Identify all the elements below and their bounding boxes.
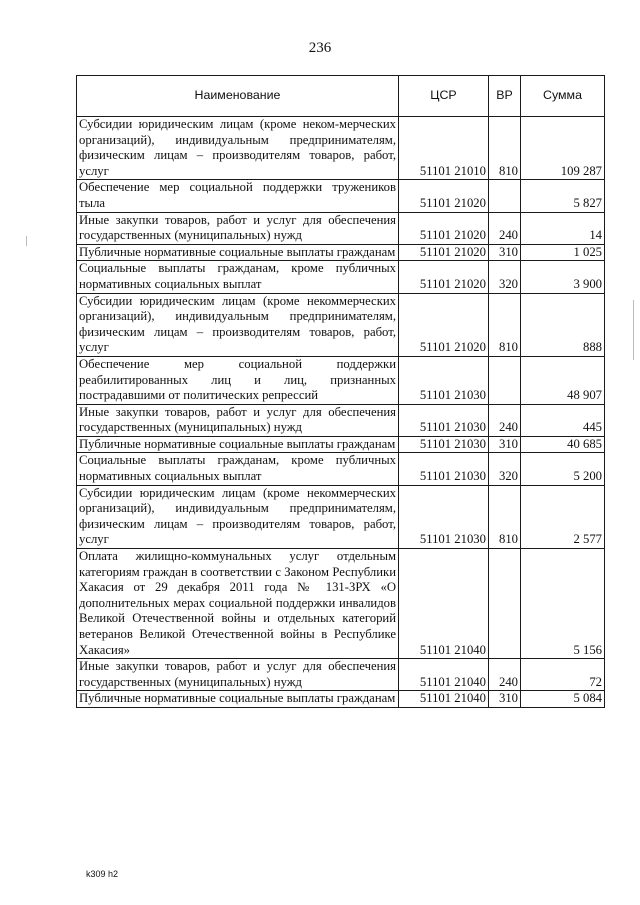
row-sum: 109 287 xyxy=(521,117,605,180)
table-row xyxy=(77,261,605,293)
row-vr: 240 xyxy=(489,404,521,436)
row-csr: 51101 21020 xyxy=(399,244,489,261)
row-name: Субсидии юридическим лицам (кроме некоммерческих организаций), индивидуальным предпринимателям, физическим лицам – производителям товаров, работ, услуг xyxy=(77,485,399,548)
row-vr xyxy=(489,356,521,404)
row-csr: 51101 21040 xyxy=(399,691,489,708)
scan-margin-mark xyxy=(26,236,27,246)
table-row xyxy=(77,485,605,548)
row-csr: 51101 21030 xyxy=(399,453,489,485)
table-row xyxy=(77,244,605,261)
row-name: Публичные нормативные социальные выплаты гражданам xyxy=(77,691,399,708)
row-vr xyxy=(489,549,521,659)
row-sum: 40 685 xyxy=(521,436,605,453)
row-name: Обеспечение мер социальной поддержки тружеников тыла xyxy=(77,180,399,212)
row-sum: 5 827 xyxy=(521,180,605,212)
table-row xyxy=(77,117,605,180)
row-csr: 51101 21030 xyxy=(399,356,489,404)
table-row xyxy=(77,453,605,485)
table-row xyxy=(77,356,605,404)
row-csr: 51101 21040 xyxy=(399,549,489,659)
row-vr: 810 xyxy=(489,117,521,180)
row-vr: 240 xyxy=(489,212,521,244)
row-sum: 5 200 xyxy=(521,453,605,485)
row-sum: 72 xyxy=(521,659,605,691)
page-number: 236 xyxy=(308,40,332,56)
row-vr: 810 xyxy=(489,485,521,548)
row-csr: 51101 21020 xyxy=(399,293,489,356)
table-header-row xyxy=(77,76,605,117)
row-name: Публичные нормативные социальные выплаты гражданам xyxy=(77,436,399,453)
row-csr: 51101 21030 xyxy=(399,436,489,453)
row-vr: 320 xyxy=(489,261,521,293)
header-name: Наименование xyxy=(77,76,399,117)
table-row xyxy=(77,659,605,691)
table-row xyxy=(77,549,605,659)
table-body xyxy=(77,117,605,708)
row-vr: 320 xyxy=(489,453,521,485)
table-row xyxy=(77,436,605,453)
header-csr: ЦСР xyxy=(399,76,489,117)
budget-table xyxy=(76,75,605,708)
table-row xyxy=(77,293,605,356)
row-name: Публичные нормативные социальные выплаты гражданам xyxy=(77,244,399,261)
row-csr: 51101 21040 xyxy=(399,659,489,691)
row-vr: 310 xyxy=(489,691,521,708)
row-csr: 51101 21020 xyxy=(399,261,489,293)
row-sum: 1 025 xyxy=(521,244,605,261)
table-row xyxy=(77,212,605,244)
row-name: Обеспечение мер социальной поддержки реабилитированных лиц и лиц, признанных пострадавшими от политических репрессий xyxy=(77,356,399,404)
row-sum: 2 577 xyxy=(521,485,605,548)
table-row xyxy=(77,691,605,708)
row-name: Иные закупки товаров, работ и услуг для обеспечения государственных (муниципальных) нужд xyxy=(77,404,399,436)
row-name: Оплата жилищно-коммунальных услуг отдельным категориям граждан в соответствии с Законом Республики Хакасия от 29 декабря 2011 года № 131-ЗРХ «О дополнительных мерах социальной поддержки инвалидов Великой Отечественной войны и отдельных категорий ветеранов Великой Отечественной войны в Республике Хакасия» xyxy=(77,549,399,659)
row-name: Иные закупки товаров, работ и услуг для обеспечения государственных (муниципальных) нужд xyxy=(77,659,399,691)
row-name: Социальные выплаты гражданам, кроме публичных нормативных социальных выплат xyxy=(77,453,399,485)
scan-margin-mark xyxy=(633,300,634,360)
header-vr: ВР xyxy=(489,76,521,117)
row-csr: 51101 21030 xyxy=(399,404,489,436)
row-sum: 5 084 xyxy=(521,691,605,708)
row-csr: 51101 21020 xyxy=(399,212,489,244)
row-name: Социальные выплаты гражданам, кроме публичных нормативных социальных выплат xyxy=(77,261,399,293)
table-row xyxy=(77,180,605,212)
row-sum: 3 900 xyxy=(521,261,605,293)
table-row xyxy=(77,404,605,436)
row-name: Субсидии юридическим лицам (кроме некоммерческих организаций), индивидуальным предпринимателям, физическим лицам – производителям товаров, работ, услуг xyxy=(77,293,399,356)
row-vr: 310 xyxy=(489,436,521,453)
header-sum: Сумма xyxy=(521,76,605,117)
row-name: Иные закупки товаров, работ и услуг для обеспечения государственных (муниципальных) нужд xyxy=(77,212,399,244)
row-vr xyxy=(489,180,521,212)
row-csr: 51101 21010 xyxy=(399,117,489,180)
row-vr: 240 xyxy=(489,659,521,691)
row-sum: 888 xyxy=(521,293,605,356)
row-csr: 51101 21030 xyxy=(399,485,489,548)
row-vr: 310 xyxy=(489,244,521,261)
row-name: Субсидии юридическим лицам (кроме неком-мерческих организаций), индивидуальным предпринимателям, физическим лицам – производителям товаров, работ, услуг xyxy=(77,117,399,180)
row-sum: 445 xyxy=(521,404,605,436)
row-sum: 48 907 xyxy=(521,356,605,404)
row-vr: 810 xyxy=(489,293,521,356)
row-csr: 51101 21020 xyxy=(399,180,489,212)
row-sum: 14 xyxy=(521,212,605,244)
row-sum: 5 156 xyxy=(521,549,605,659)
footer-code: k309 h2 xyxy=(86,869,119,879)
